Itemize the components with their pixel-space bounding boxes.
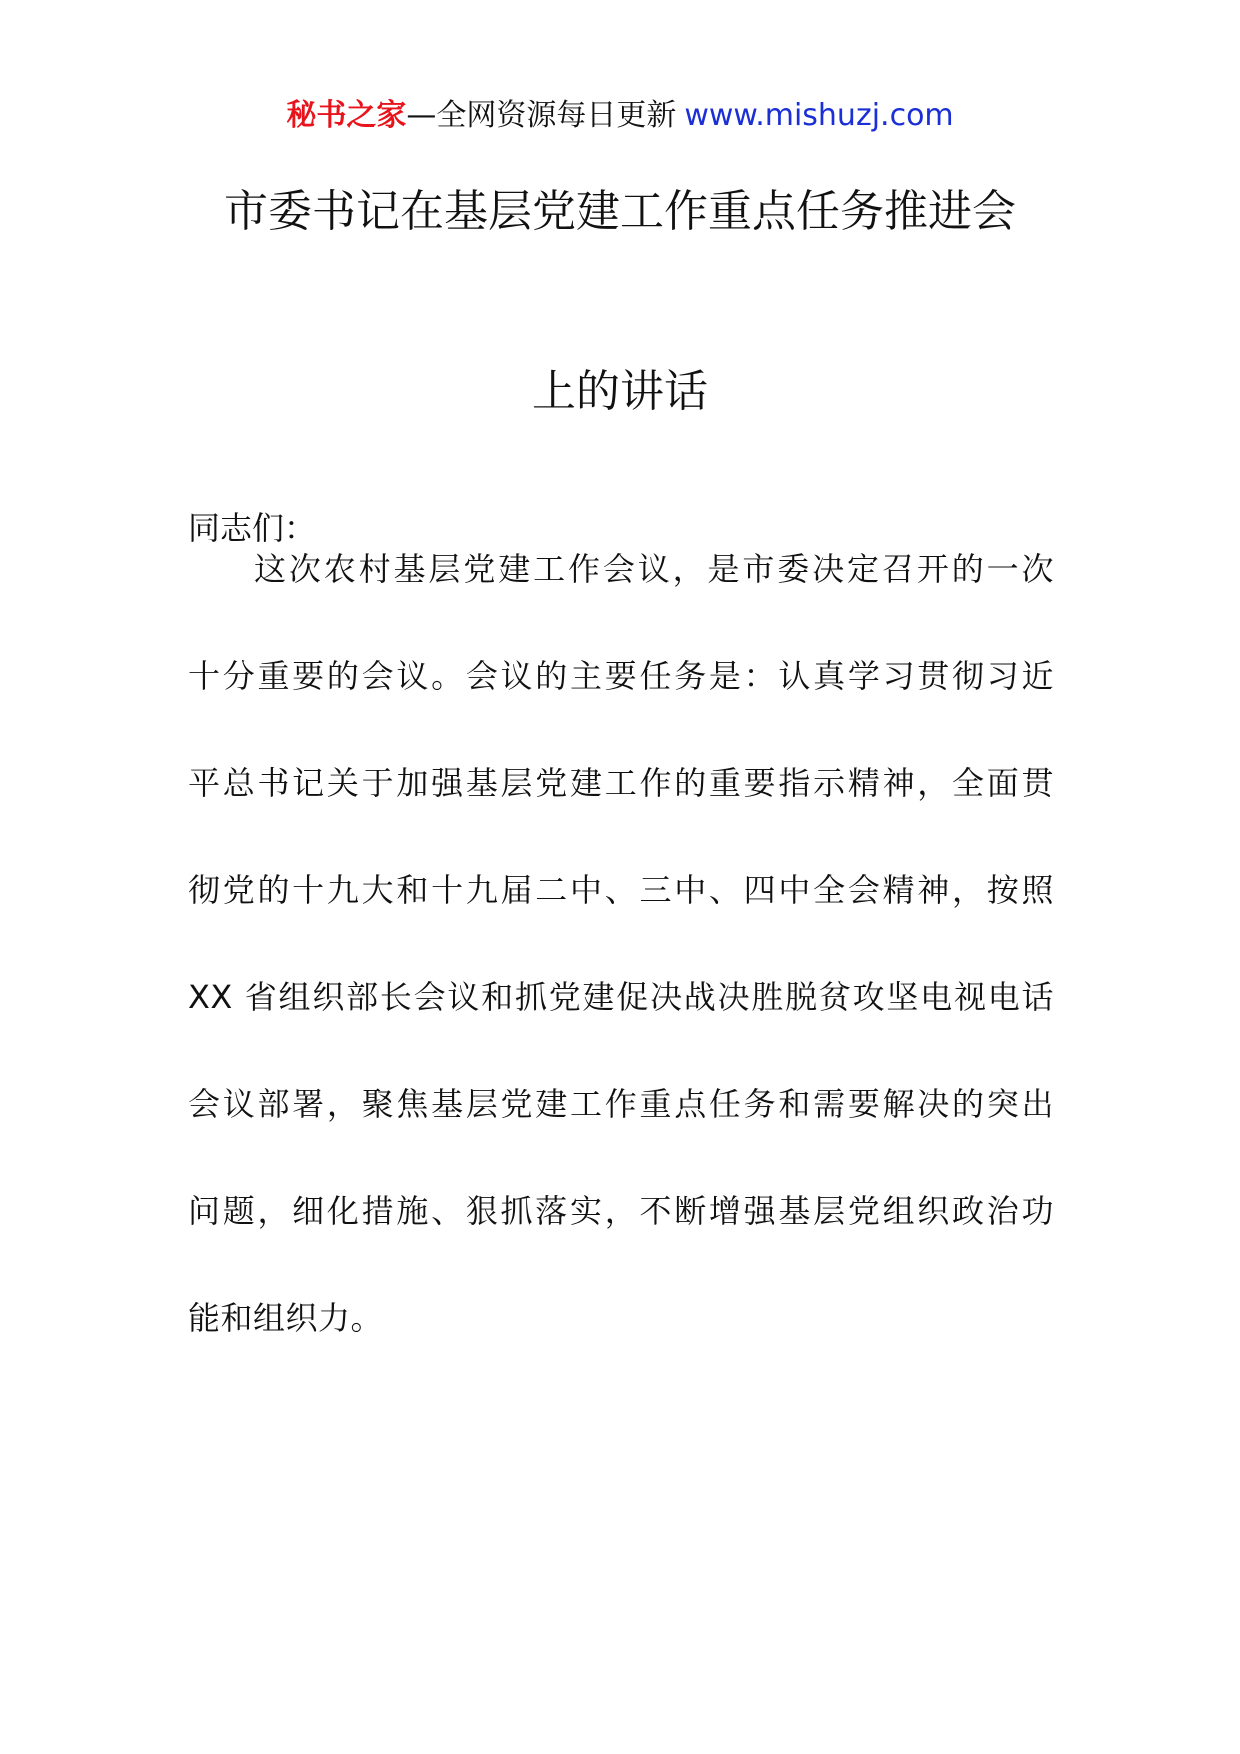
brand-tagline: —全网资源每日更新 <box>406 98 677 133</box>
document-title-line-1: 市委书记在基层党建工作重点任务推进会 <box>224 186 1016 237</box>
site-header <box>0 96 1240 136</box>
paragraph-line: 问题，细化措施、狠抓落实，不断增强基层党组织政治功 <box>188 1192 1054 1230</box>
paragraph-line: XX 省组织部长会议和抓党建促决战决胜脱贫攻坚电视电话 <box>188 978 1054 1016</box>
site-url-link[interactable]: www.mishuzj.com <box>684 98 954 133</box>
document-title-line-2: 上的讲话 <box>532 366 708 417</box>
paragraph-line: 能和组织力。 <box>188 1299 384 1337</box>
paragraph-line: 这次农村基层党建工作会议，是市委决定召开的一次 <box>254 550 1054 588</box>
paragraph-line: 会议部署，聚焦基层党建工作重点任务和需要解决的突出 <box>188 1085 1054 1123</box>
paragraph-line: 十分重要的会议。会议的主要任务是：认真学习贯彻习近 <box>188 657 1054 695</box>
paragraph-line: 彻党的十九大和十九届二中、三中、四中全会精神，按照 <box>188 871 1054 909</box>
paragraph-line: 平总书记关于加强基层党建工作的重要指示精神，全面贯 <box>188 764 1054 802</box>
brand-name: 秘书之家 <box>286 98 407 133</box>
salutation: 同志们： <box>188 509 317 547</box>
